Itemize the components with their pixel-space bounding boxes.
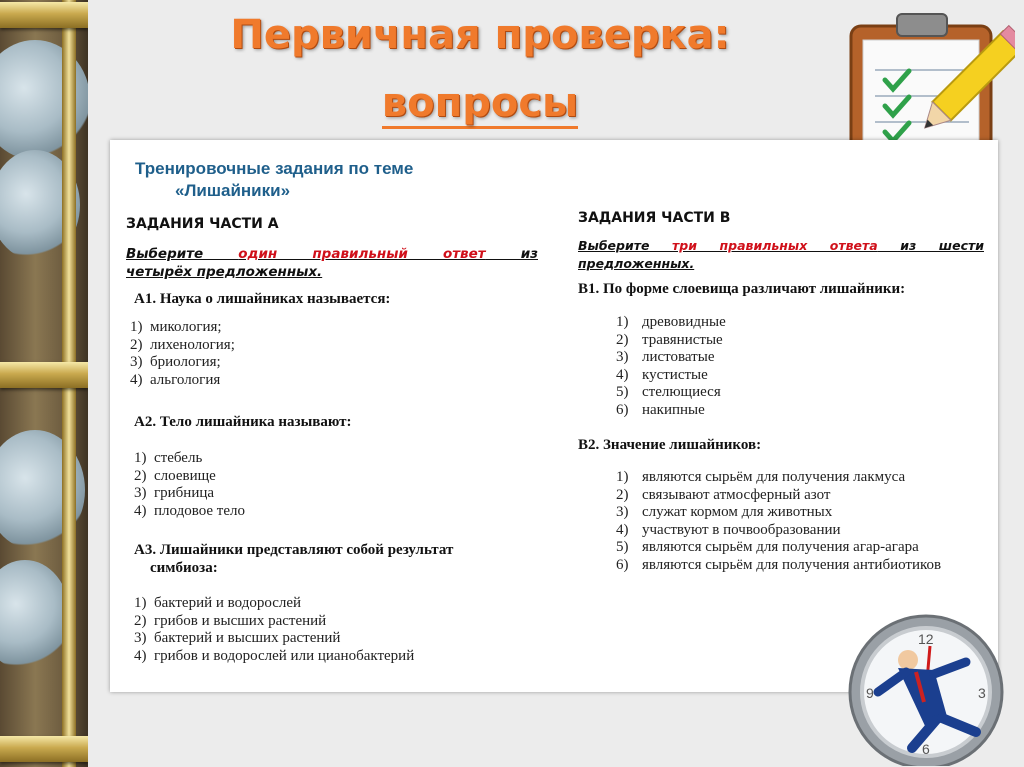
part-b-instruction: Выберите три правильных ответа из шести предложенных. — [578, 238, 984, 271]
options-b2 — [616, 469, 941, 574]
list-item: 4) альгология — [130, 371, 221, 388]
list-item: 1) древовидные — [616, 314, 726, 330]
list-item: 2) лихенология; — [130, 336, 235, 353]
options-a2 — [134, 450, 245, 520]
list-item: 2) грибов и высших растений — [134, 612, 327, 629]
decorative-lichen-strip — [0, 0, 88, 767]
part-a-title: ЗАДАНИЯ ЧАСТИ А — [126, 216, 279, 232]
question-b1: В1. По форме слоевища различают лишайники: — [578, 281, 906, 297]
clock-running-man-icon — [838, 610, 1008, 766]
worksheet-heading: Тренировочные задания по теме «Лишайники» — [135, 159, 414, 200]
part-a-instruction: Выберите один правильный ответ из четырёх предложенных. — [126, 246, 538, 280]
list-item: 4) участвуют в почвообразовании — [616, 521, 841, 538]
svg-text:9: 9 — [866, 685, 874, 701]
svg-text:12: 12 — [918, 631, 934, 647]
list-item: 1) микология; — [130, 319, 222, 335]
slide-title-line2: вопросы — [180, 80, 780, 126]
list-item: 3) листоватые — [616, 349, 715, 365]
list-item: 2) связывают атмосферный азот — [616, 486, 831, 503]
list-item: 6) являются сырьём для получения антибиотиков — [616, 556, 942, 573]
part-b-title: ЗАДАНИЯ ЧАСТИ В — [578, 210, 731, 226]
list-item: 2) слоевище — [134, 467, 216, 484]
list-item: 3) грибница — [134, 485, 215, 501]
options-a3 — [134, 595, 414, 665]
list-item: 4) плодовое тело — [134, 502, 245, 519]
list-item: 3) бактерий и высших растений — [134, 630, 341, 646]
question-a3: А3. Лишайники представляют собой результат симбиоза: — [134, 542, 454, 576]
list-item: 5) стелющиеся — [616, 384, 721, 400]
list-item: 3) бриология; — [130, 354, 221, 370]
options-a1 — [130, 319, 235, 389]
question-a2: А2. Тело лишайника называют: — [134, 414, 352, 430]
question-a1: А1. Наука о лишайниках называется: — [134, 291, 391, 307]
list-item: 1) являются сырьём для получения лакмуса — [616, 469, 906, 485]
list-item: 1) бактерий и водорослей — [134, 595, 302, 611]
list-item: 2) травянистые — [616, 331, 723, 348]
list-item: 5) являются сырьём для получения агар-агара — [616, 539, 919, 555]
list-item: 1) стебель — [134, 450, 203, 466]
svg-text:3: 3 — [978, 685, 986, 701]
list-item: 3) служат кормом для животных — [616, 504, 833, 520]
svg-text:6: 6 — [922, 741, 930, 757]
options-b1 — [616, 314, 726, 419]
list-item: 4) кустистые — [616, 366, 708, 383]
list-item: 6) накипные — [616, 401, 705, 418]
list-item: 4) грибов и водорослей или цианобактерий — [134, 647, 415, 664]
slide-title-line1: Первичная проверка: — [230, 12, 730, 58]
question-b2: В2. Значение лишайников: — [578, 437, 762, 453]
